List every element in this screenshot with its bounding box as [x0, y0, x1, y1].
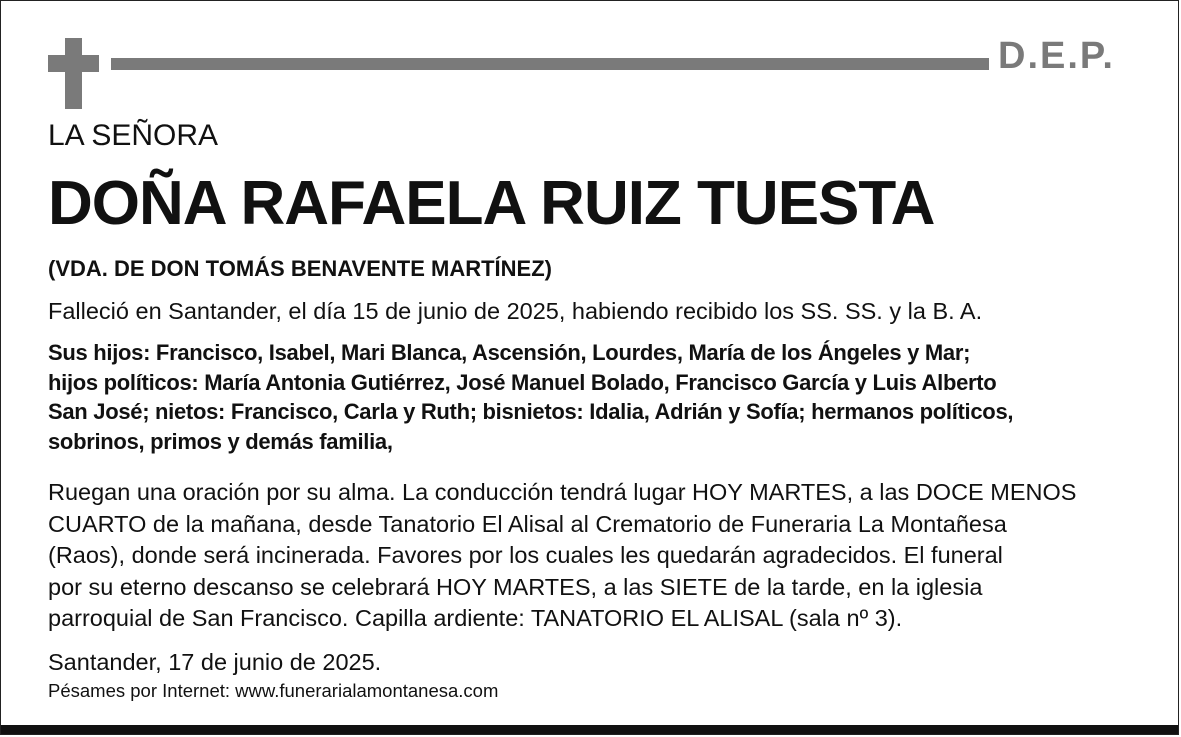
- header-rule: [111, 58, 989, 70]
- body-line: Ruegan una oración por su alma. La conducción tendrá lugar HOY MARTES, a las DOCE MENOS: [48, 479, 1077, 505]
- condolences-web: Pésames por Internet: www.funerarialamontanesa.com: [48, 680, 499, 701]
- body-line: (Raos), donde será incinerada. Favores por los cuales les quedarán agradecidos. El funeral: [48, 542, 1003, 568]
- place-date: Santander, 17 de junio de 2025.: [48, 649, 382, 675]
- family-line: hijos políticos: María Antonia Gutiérrez, José Manuel Bolado, Francisco García y Luis Alberto: [48, 369, 997, 395]
- deceased-name: DOÑA RAFAELA RUIZ TUESTA: [48, 169, 935, 238]
- cross-icon-arm: [48, 55, 99, 72]
- cross-icon: [65, 38, 82, 109]
- widow-of: (VDA. DE DON TOMÁS BENAVENTE MARTÍNEZ): [48, 256, 552, 281]
- service-details: [48, 477, 1076, 635]
- intro-title: LA SEÑORA: [48, 119, 219, 152]
- death-notice: Falleció en Santander, el día 15 de junio de 2025, habiendo recibido los SS. SS. y la B. A.: [48, 298, 983, 324]
- body-line: CUARTO de la mañana, desde Tanatorio El Alisal al Crematorio de Funeraria La Montañesa: [48, 510, 1007, 537]
- family-line: sobrinos, primos y demás familia,: [48, 428, 393, 454]
- body-line: parroquial de San Francisco. Capilla ardiente: TANATORIO EL ALISAL (sala nº 3).: [48, 605, 903, 631]
- body-line: por su eterno descanso se celebrará HOY MARTES, a las SIETE de la tarde, en la iglesia: [48, 573, 983, 600]
- family-line: Sus hijos: Francisco, Isabel, Mari Blanca, Ascensión, Lourdes, María de los Ángeles y Mar;: [48, 340, 971, 365]
- family-line: San José; nietos: Francisco, Carla y Ruth; bisnietos: Idalia, Adrián y Sofía; hermanos políticos,: [48, 399, 1014, 424]
- dep-label: D.E.P.: [998, 35, 1115, 77]
- family-list: [48, 338, 1013, 456]
- bottom-rule: [1, 725, 1178, 734]
